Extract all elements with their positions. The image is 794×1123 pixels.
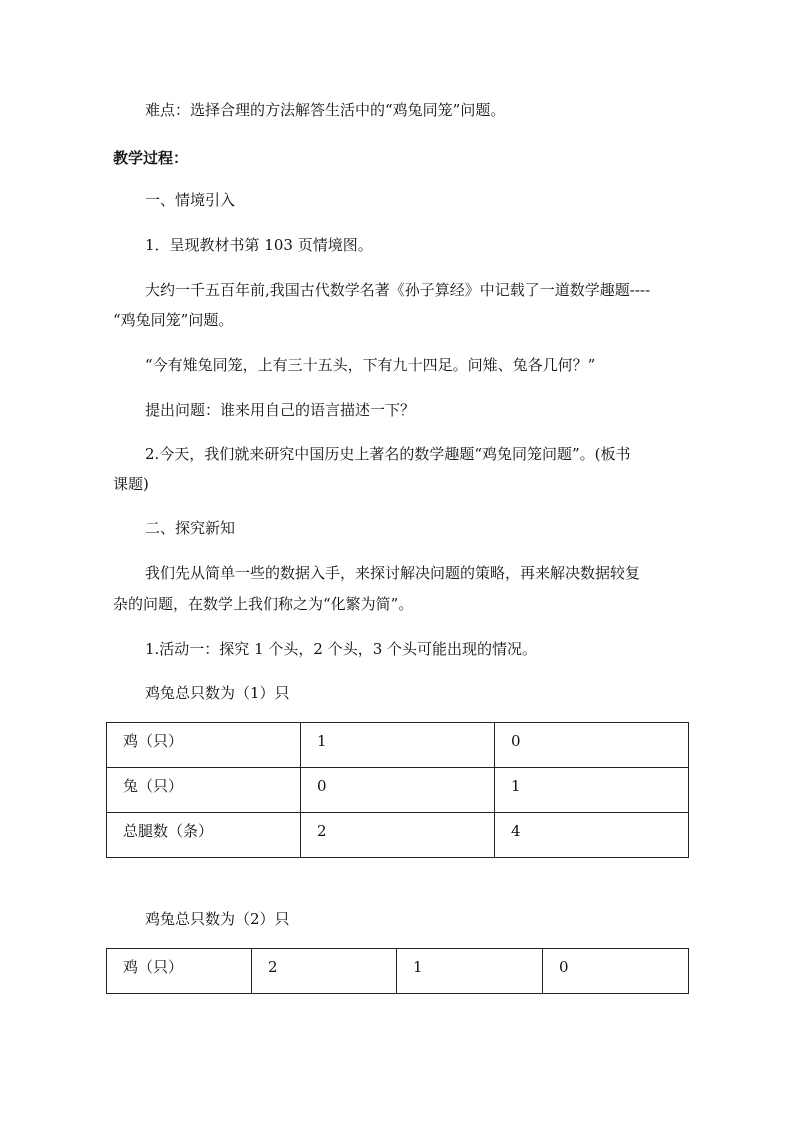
process-heading: 教学过程： bbox=[113, 149, 189, 167]
table-row bbox=[107, 723, 689, 768]
section-heading-intro: 一、情境引入 bbox=[145, 191, 236, 209]
table-cell: 1 bbox=[397, 949, 543, 994]
table-row bbox=[107, 949, 689, 994]
table-cell: 2 bbox=[301, 813, 495, 858]
intro-paragraph-line-2: “鸡兔同笼”问题。 bbox=[113, 311, 234, 329]
table-cell: 2 bbox=[252, 949, 397, 994]
step-1-paragraph: 1．呈现教材书第 103 页情境图。 bbox=[145, 236, 373, 254]
explore-paragraph-line-1: 我们先从简单一些的数据入手，来探讨解决问题的策略，再来解决数据较复 bbox=[145, 564, 641, 582]
table-2-caption: 鸡兔总只数为（2）只 bbox=[145, 910, 290, 928]
table-cell: 1 bbox=[301, 723, 495, 768]
table-cell: 0 bbox=[543, 949, 689, 994]
table-1 bbox=[106, 722, 689, 858]
table-row bbox=[107, 768, 689, 813]
intro-paragraph-line-1: 大约一千五百年前,我国古代数学名著《孙子算经》中记载了一道数学趣题---- bbox=[145, 281, 651, 299]
explore-paragraph-line-2: 杂的问题，在数学上我们称之为“化繁为简”。 bbox=[113, 595, 414, 613]
table-cell: 鸡（只） bbox=[107, 949, 252, 994]
table-cell: 鸡（只） bbox=[107, 723, 301, 768]
difficulty-paragraph: 难点：选择合理的方法解答生活中的“鸡兔同笼”问题。 bbox=[145, 101, 506, 119]
question-paragraph: 提出问题：谁来用自己的语言描述一下？ bbox=[145, 401, 416, 419]
activity-1-paragraph: 1.活动一：探究 1 个头，2 个头，3 个头可能出现的情况。 bbox=[145, 640, 538, 658]
classic-quote: “今有雉兔同笼，上有三十五头，下有九十四足。问雉、兔各几何？” bbox=[145, 356, 596, 374]
table-1-caption: 鸡兔总只数为（1）只 bbox=[145, 684, 290, 702]
table-cell: 总腿数（条） bbox=[107, 813, 301, 858]
table-row bbox=[107, 813, 689, 858]
table-cell: 0 bbox=[301, 768, 495, 813]
section-heading-explore: 二、探究新知 bbox=[145, 519, 236, 537]
table-cell: 兔（只） bbox=[107, 768, 301, 813]
table-cell: 4 bbox=[495, 813, 689, 858]
table-2 bbox=[106, 948, 689, 994]
step-2-paragraph-line-2: 课题) bbox=[113, 475, 149, 493]
table-cell: 0 bbox=[495, 723, 689, 768]
table-cell: 1 bbox=[495, 768, 689, 813]
step-2-paragraph-line-1: 2.今天，我们就来研究中国历史上著名的数学趣题“鸡兔同笼问题”。(板书 bbox=[145, 445, 631, 463]
